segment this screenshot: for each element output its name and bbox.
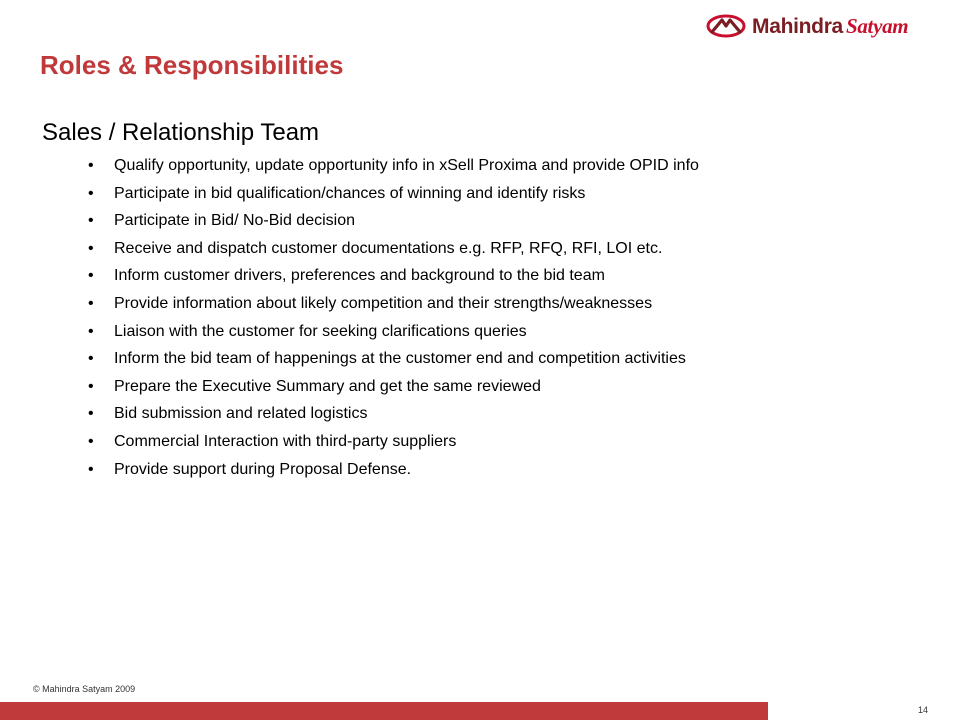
logo-wordmark — [752, 14, 908, 39]
list-item-text: Provide information about likely competition and their strengths/weaknesses — [114, 294, 653, 312]
responsibilities-list — [88, 152, 699, 483]
list-item — [88, 207, 699, 235]
list-item-text: Inform the bid team of happenings at the customer end and competition activities — [114, 350, 686, 368]
list-item — [88, 152, 699, 180]
list-item-text: Qualify opportunity, update opportunity info in xSell Proxima and provide OPID info — [114, 157, 699, 174]
list-item — [88, 290, 699, 318]
list-item-text: Liaison with the customer for seeking clarifications queries — [114, 322, 527, 340]
list-item — [88, 428, 699, 456]
bullet-icon: • — [88, 432, 94, 450]
logo-brand-secondary: Satyam — [845, 13, 909, 38]
list-item-text: Commercial Interaction with third-party suppliers — [114, 432, 457, 450]
copyright-notice: © Mahindra Satyam 2009 — [33, 684, 136, 694]
list-item-text: Inform customer drivers, preferences and background to the bid team — [114, 267, 605, 285]
bullet-icon: • — [88, 405, 94, 423]
list-item — [88, 262, 699, 290]
bullet-icon: • — [88, 350, 94, 368]
slide-title: Roles & Responsibilities — [40, 50, 344, 80]
bullet-icon: • — [88, 322, 94, 340]
bullet-icon: • — [88, 267, 94, 285]
section-subtitle: Sales / Relationship Team — [42, 119, 320, 146]
list-item-text: Provide support during Proposal Defense. — [114, 460, 412, 478]
logo-brand-primary: Mahindra — [752, 14, 843, 38]
bullet-icon: • — [88, 239, 94, 257]
list-item — [88, 456, 699, 484]
list-item — [88, 373, 699, 401]
page-number: 14 — [917, 705, 928, 715]
list-item — [88, 400, 699, 428]
list-item — [88, 318, 699, 346]
list-item — [88, 180, 699, 208]
list-item-text: Participate in bid qualification/chances of winning and identify risks — [114, 184, 586, 202]
bullet-icon: • — [88, 294, 94, 312]
bullet-icon: • — [88, 184, 94, 202]
list-item — [88, 345, 699, 373]
list-item-text: Prepare the Executive Summary and get the same reviewed — [114, 377, 541, 395]
list-item-text: Bid submission and related logistics — [114, 405, 368, 423]
bullet-icon: • — [88, 377, 94, 395]
company-logo — [706, 12, 908, 40]
footer-bar — [0, 702, 768, 720]
bullet-icon: • — [88, 460, 94, 478]
mahindra-satyam-logo-icon — [706, 13, 746, 39]
list-item-text: Participate in Bid/ No-Bid decision — [114, 212, 356, 230]
list-item-text: Receive and dispatch customer documentations e.g. RFP, RFQ, RFI, LOI etc. — [114, 239, 663, 257]
bullet-icon: • — [88, 157, 94, 174]
bullet-icon: • — [88, 212, 94, 230]
list-item — [88, 235, 699, 263]
